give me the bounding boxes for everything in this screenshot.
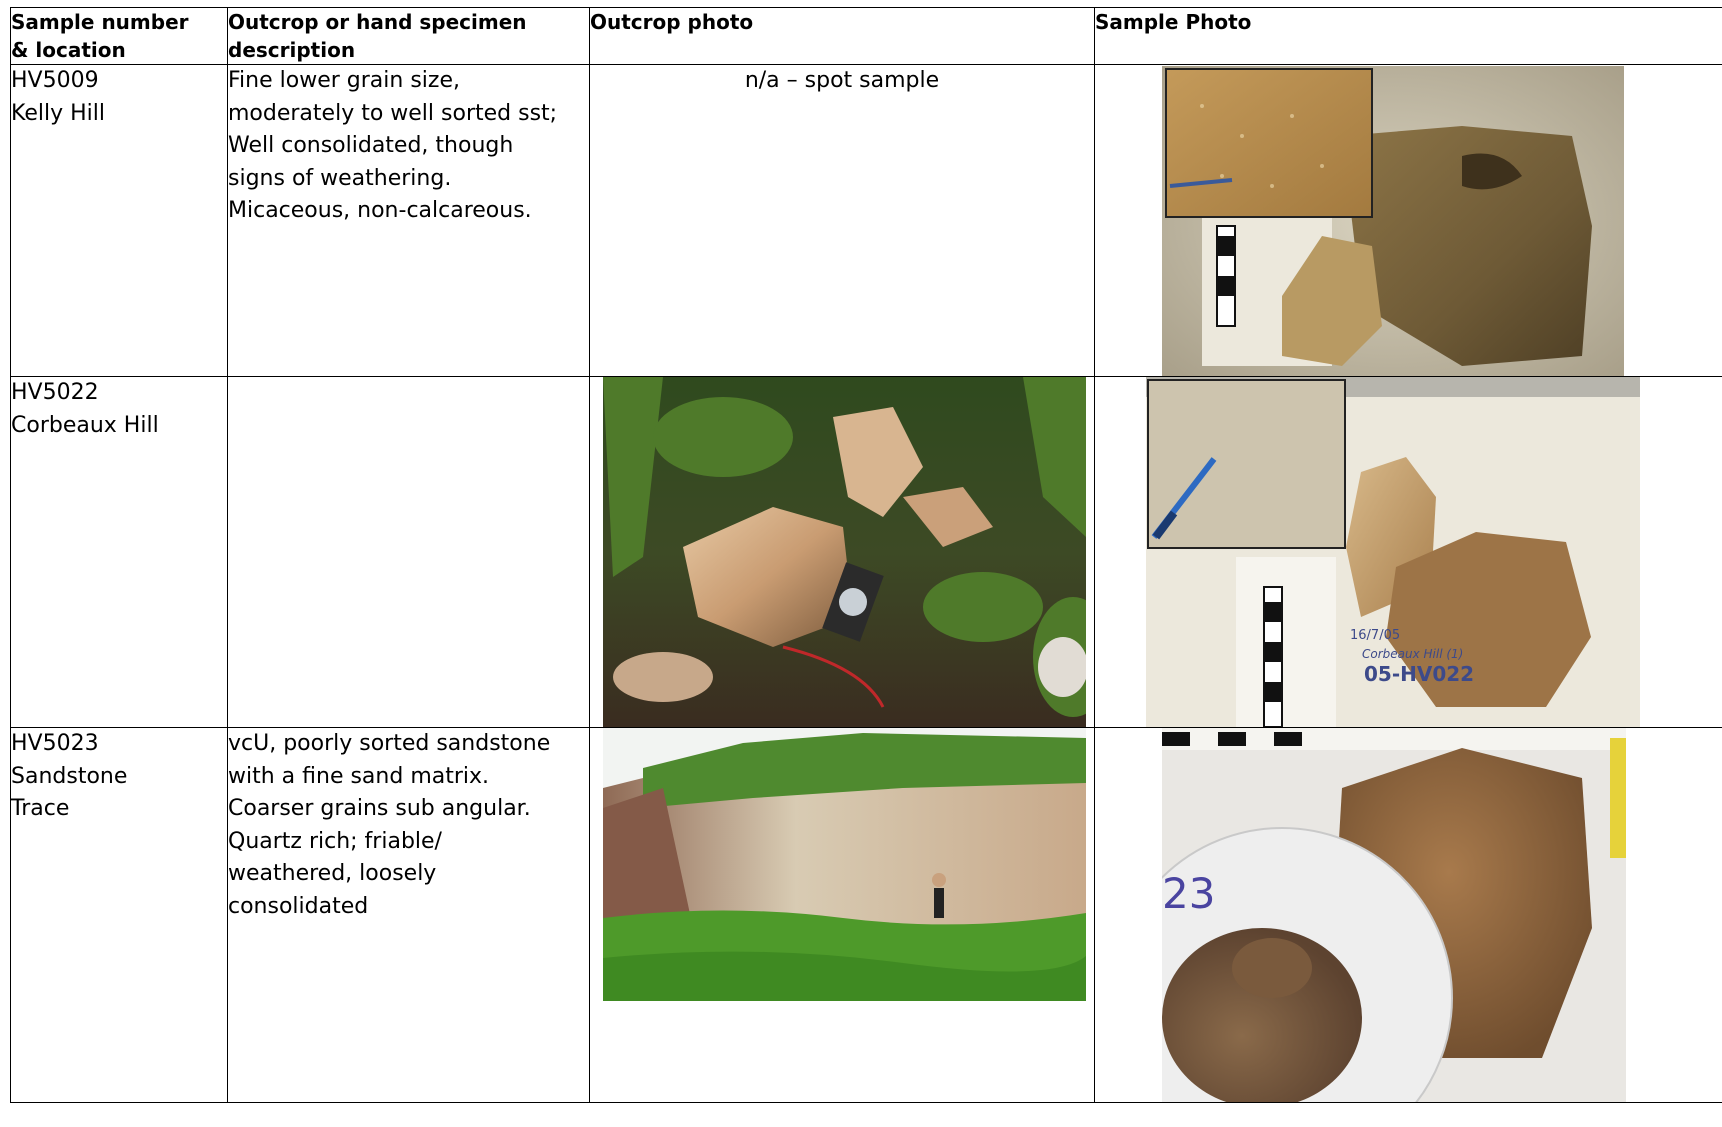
description-cell: Fine lower grain size, moderately to well sorted sst; Well consolidated, though signs of weathering. Micaceous, non-calcareous. — [228, 65, 590, 377]
sample-photo — [1162, 728, 1626, 1102]
sample-photo — [1146, 377, 1640, 727]
sample-label-id: 05-HV022 — [1364, 662, 1475, 686]
sample-label-location: Corbeaux Hill (1) — [1362, 647, 1464, 661]
outcrop-note: n/a – spot sample — [744, 68, 940, 93]
header-outcrop-photo: Outcrop photo — [590, 8, 1095, 65]
outcrop-photo-cell — [590, 377, 1095, 728]
samples-table — [10, 7, 1722, 1103]
header-row — [11, 8, 1722, 65]
header-sample-number: Sample number & location — [11, 8, 228, 65]
description-cell — [228, 377, 590, 728]
sample-photo — [1162, 66, 1624, 376]
sample-cell — [11, 728, 228, 1103]
sample-location: Trace — [11, 796, 70, 821]
sample-location: Sandstone — [11, 763, 128, 789]
header-description: Outcrop or hand specimen description — [228, 8, 590, 65]
table-row — [11, 65, 1722, 377]
sample-photo-cell — [1095, 65, 1722, 377]
sample-label-date: 16/7/05 — [1350, 628, 1401, 643]
header-sample-photo: Sample Photo — [1095, 8, 1722, 65]
sample-cell — [11, 65, 228, 377]
sample-number: HV5023 — [11, 731, 99, 756]
sample-photo-cell — [1095, 728, 1722, 1103]
outcrop-photo-cell — [590, 65, 1095, 377]
sample-location: Kelly Hill — [11, 100, 105, 126]
description-cell: vcU, poorly sorted sandstone with a fine sand matrix. Coarser grains sub angular. Quartz rich; friable/ weathered, loosely consolidated — [228, 728, 590, 1103]
sample-cell — [11, 377, 228, 728]
sample-location: Corbeaux Hill — [11, 412, 159, 438]
outcrop-photo-cell — [590, 728, 1095, 1103]
table-row — [11, 377, 1722, 728]
sample-number: HV5009 — [11, 68, 99, 93]
outcrop-photo — [603, 728, 1086, 1001]
table-row — [11, 728, 1722, 1103]
outcrop-photo — [603, 377, 1086, 727]
sample-number: HV5022 — [11, 380, 99, 405]
sample-label-number: 23 — [1162, 869, 1216, 918]
sample-photo-cell — [1095, 377, 1722, 728]
